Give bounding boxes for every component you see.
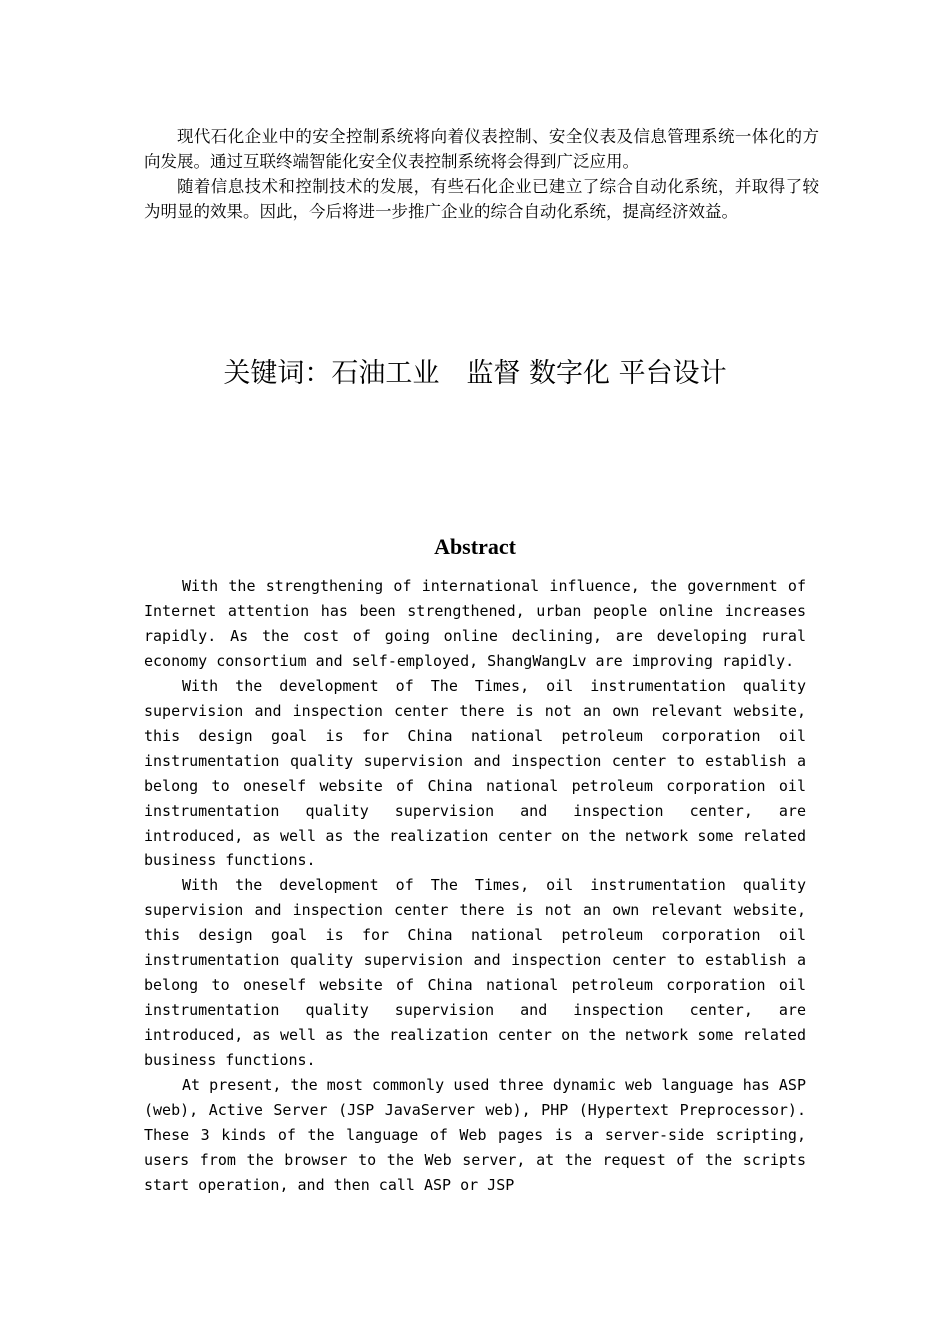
english-abstract-text xyxy=(144,574,806,1198)
abstract-heading: Abstract xyxy=(434,534,516,559)
chinese-abstract-text xyxy=(144,124,819,224)
chinese-paragraph-1: 现代石化企业中的安全控制系统将向着仪表控制、安全仪表及信息管理系统一体化的方向发展。通过互联终端智能化安全仪表控制系统将会得到广泛应用。 xyxy=(144,127,819,171)
abstract-paragraph-3: With the development of The Times, oil instrumentation quality supervision and inspection center there is not an own relevant website, this design goal is for China national petroleum corporation oil instrumentation quality supervision and inspection center to establish a belong to oneself website of China national petroleum corporation oil instrumentation quality supervision and inspection center, are introduced, as well as the realization center on the network some related business functions. xyxy=(144,876,806,1070)
chinese-paragraph-2: 随着信息技术和控制技术的发展，有些石化企业已建立了综合自动化系统，并取得了较为明显的效果。因此，今后将进一步推广企业的综合自动化系统，提高经济效益。 xyxy=(144,177,819,221)
keywords-line: 关键词：石油工业 监督 数字化 平台设计 xyxy=(223,358,727,389)
abstract-paragraph-1: With the strengthening of international influence, the government of Internet attention has been strengthened, urban people online increases rapidly. As the cost of going online declining, are developing rural economy consortium and self-employed, ShangWangLv are improving rapidly. xyxy=(144,577,806,670)
abstract-paragraph-2: With the development of The Times, oil instrumentation quality supervision and inspection center there is not an own relevant website, this design goal is for China national petroleum corporation oil instrumentation quality supervision and inspection center to establish a belong to oneself website of China national petroleum corporation oil instrumentation quality supervision and inspection center, are introduced, as well as the realization center on the network some related business functions. xyxy=(144,676,806,870)
abstract-paragraph-4: At present, the most commonly used three dynamic web language has ASP (web), Active Server (JSP JavaServer web), PHP (Hypertext Preprocessor). These 3 kinds of the language of Web pages is a server-side scripting, users from the browser to the Web server, at the request of the scripts start operation, and then call ASP or JSP xyxy=(144,1076,806,1194)
